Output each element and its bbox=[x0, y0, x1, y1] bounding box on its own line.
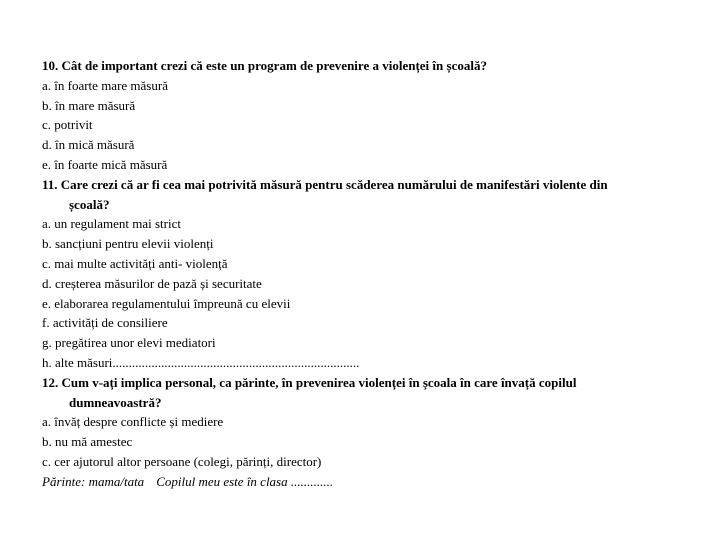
question-11 bbox=[42, 175, 682, 373]
question-11-option-h: h. alte măsuri............................................................................ bbox=[42, 354, 360, 370]
question-12-option-b: b. nu mă amestec bbox=[42, 434, 133, 450]
question-12 bbox=[42, 373, 682, 472]
question-11-option-d: d. creșterea măsurilor de pază și securitate bbox=[42, 275, 262, 291]
question-10-option-e: e. în foarte mică măsură bbox=[42, 156, 168, 172]
question-10-option-a: a. în foarte mare măsură bbox=[42, 77, 168, 93]
question-10-option-d: d. în mică măsură bbox=[42, 137, 135, 153]
question-10-option-b: b. în mare măsură bbox=[42, 97, 136, 113]
question-12-text-continued: dumneavoastră? bbox=[69, 394, 162, 410]
child-class-label: Copilul meu este în clasa ............. bbox=[156, 473, 334, 489]
respondent-info-line bbox=[42, 472, 682, 492]
question-12-text: 12. Cum v-ați implica personal, ca părinte, în prevenirea violenței în școala în care învață copilul bbox=[42, 374, 577, 390]
question-11-text-continued: școală? bbox=[69, 196, 110, 212]
question-11-option-b: b. sancțiuni pentru elevii violenți bbox=[42, 236, 214, 252]
questionnaire-document bbox=[42, 56, 682, 492]
question-11-text: 11. Care crezi că ar fi cea mai potrivită măsură pentru scăderea numărului de manifestări violente din bbox=[42, 176, 608, 192]
question-11-option-a: a. un regulament mai strict bbox=[42, 216, 181, 232]
question-12-option-a: a. învăț despre conflicte și mediere bbox=[42, 414, 224, 430]
question-10 bbox=[42, 56, 682, 175]
question-11-option-c: c. mai multe activități anti- violență bbox=[42, 255, 228, 271]
question-11-option-f: f. activități de consiliere bbox=[42, 315, 168, 331]
parent-label: Părinte: mama/tata bbox=[42, 473, 145, 489]
question-10-text: 10. Cât de important crezi că este un program de prevenire a violenței în școală? bbox=[42, 58, 487, 73]
question-11-option-e: e. elaborarea regulamentului împreună cu elevii bbox=[42, 295, 291, 311]
question-10-option-c: c. potrivit bbox=[42, 117, 93, 133]
question-11-option-g: g. pregătirea unor elevi mediatori bbox=[42, 335, 216, 351]
question-12-option-c: c. cer ajutorul altor persoane (colegi, părinți, director) bbox=[42, 453, 322, 469]
